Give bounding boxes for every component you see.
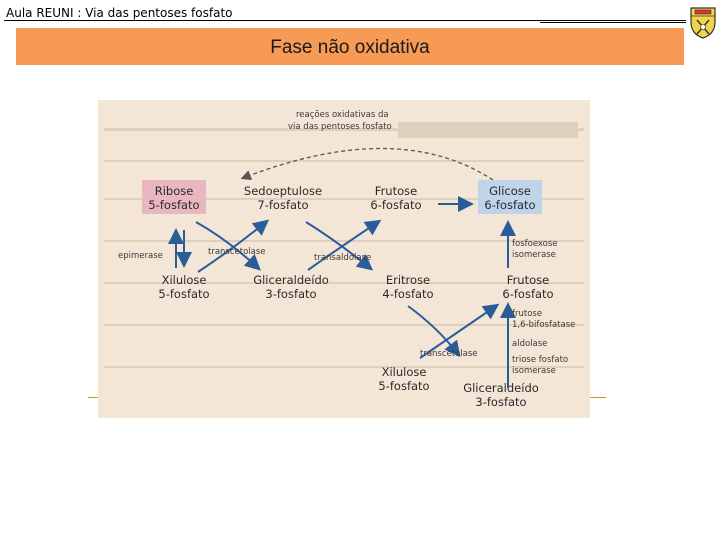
decorative-line-right (588, 397, 606, 398)
epimerase-label: epimerase (118, 251, 163, 261)
gliceraldeido-bottom-label-line1: Gliceraldeído (463, 381, 539, 395)
ribose-label-line2: 5-fosfato (148, 198, 200, 212)
xilulose-bottom-label-line2: 5-fosfato (378, 379, 430, 393)
sedoeptulose-label-line1: Sedoeptulose (243, 184, 323, 198)
xilulose-left-label-line1: Xilulose (161, 273, 207, 287)
gliceraldeido-mid-label-line2: 3-fosfato (265, 287, 317, 301)
frutose-bifosfatase-label-line2: 1,6-bifosfatase (512, 320, 576, 330)
frutose-right-label-line2: 6-fosfato (502, 287, 554, 301)
xilulose-bottom-label-line1: Xilulose (381, 365, 427, 379)
university-crest-icon (688, 4, 718, 40)
frutose-top-label-line2: 6-fosfato (370, 198, 422, 212)
triose-isomerase-label-line2: isomerase (512, 366, 556, 376)
eritrose-label-line2: 4-fosfato (382, 287, 434, 301)
gliceraldeido-mid-label-line1: Gliceraldeído (253, 273, 329, 287)
transcetolase1-label: transcetolase (208, 247, 266, 257)
eritrose-label-line1: Eritrose (385, 273, 431, 287)
frutose-bifosfatase-label-line1: frutose (512, 309, 543, 319)
transcetolase2-label: transcetolase (420, 349, 478, 359)
glicose-label-line2: 6-fosfato (484, 198, 536, 212)
section-banner (16, 28, 684, 65)
ribose-label-line1: Ribose (154, 184, 194, 198)
fosfoexose-isomerase-label-line1: fosfoexose (512, 239, 558, 249)
header-divider (4, 20, 686, 21)
section-title: Fase não oxidativa (270, 37, 430, 58)
pentose-phosphate-nonoxidative-diagram (98, 100, 590, 418)
oxidative-reactions-label-line1: reações oxidativas da (296, 110, 389, 120)
glicose-label-line1: Glicose (489, 184, 531, 198)
frutose-right-label-line1: Frutose (506, 273, 550, 287)
oxidative-reactions-label-line2: via das pentoses fosfato (288, 122, 392, 132)
aldolase-label: aldolase (512, 339, 548, 349)
triose-isomerase-label-line1: triose fosfato (512, 355, 569, 365)
gliceraldeido-bottom-label-line2: 3-fosfato (475, 395, 527, 409)
frutose-top-label-line1: Frutose (374, 184, 418, 198)
header-divider-secondary (540, 22, 686, 23)
sedoeptulose-label-line2: 7-fosfato (257, 198, 309, 212)
slide-header-title: Aula REUNI : Via das pentoses fosfato (6, 6, 233, 20)
fosfoexose-isomerase-label-line2: isomerase (512, 250, 556, 260)
transaldolase-label: transaldolase (314, 253, 372, 263)
xilulose-left-label-line2: 5-fosfato (158, 287, 210, 301)
